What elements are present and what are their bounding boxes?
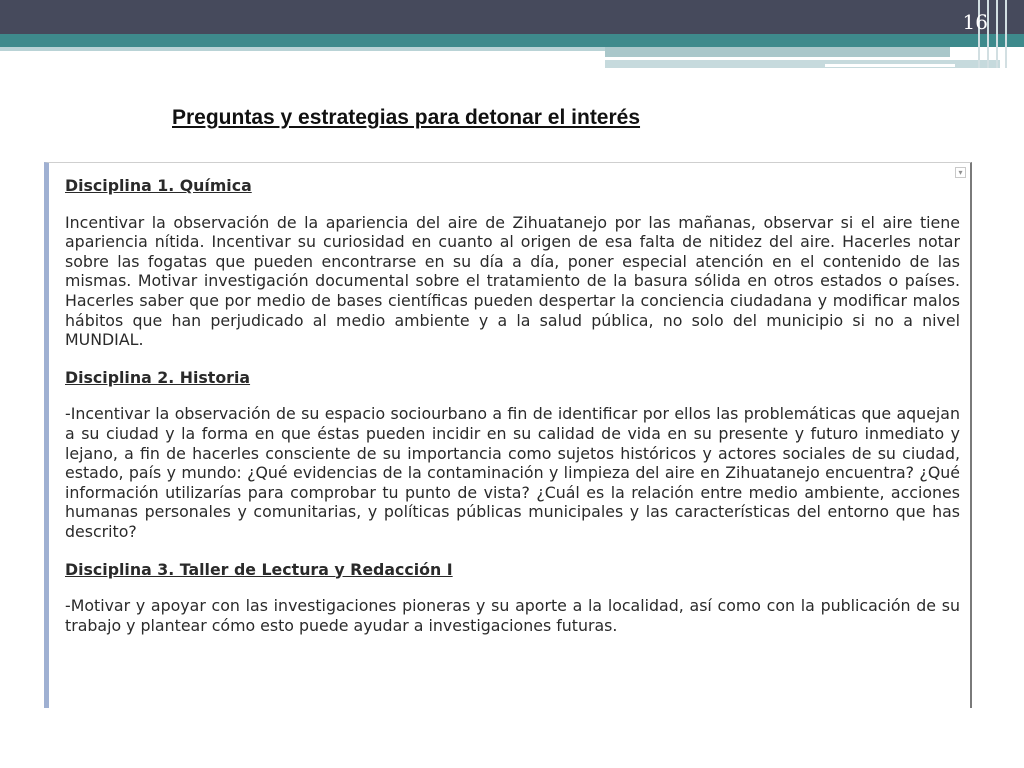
page-number: 16: [962, 10, 988, 34]
section-taller: [65, 560, 960, 636]
header-accent-stripe: [0, 34, 1024, 47]
document-content: [65, 176, 960, 653]
section-heading: Disciplina 2. Historia: [65, 367, 251, 387]
header-decor-bar: [605, 47, 950, 57]
header-accent-light: [0, 47, 605, 51]
section-historia: [65, 368, 960, 542]
section-body: Incentivar la observación de la apariencia del aire de Zihuatanejo por las mañanas, observar si el aire tiene apariencia nítida. Incentivar su curiosidad en cuanto al origen de esa falta de nitidez del aire. Hacerles notar sobre las fogatas que pueden encontrarse en su día a día, poner especial atención en el contenido de las mismas. Motivar investigación documental sobre el tratamiento de la basura sólida en otros estados o países. Hacerles saber que por medio de bases científicas pueden despertar la conciencia ciudadana y modificar malos hábitos que han perjudicado al medio ambiente y a la salud pública, no solo del municipio si no a nivel MUNDIAL.: [65, 212, 960, 350]
section-heading: Disciplina 1. Química: [65, 176, 252, 195]
section-body: -Motivar y apoyar con las investigaciones pioneras y su aporte a la localidad, así como con la publicación de su trabajo y plantear cómo esto puede ayudar a investigaciones futuras.: [65, 596, 960, 635]
section-body: -Incentivar la observación de su espacio sociourbano a fin de identificar por ellos las problemáticas que aquejan a su ciudad y la forma en que éstas pueden incidir en su calidad de vida en su presente y futuro inmediato y lejano, a fin de hacerles consciente de su importancia como sujetos históricos y actores sociales de su ciudad, estado, país y mundo: ¿Qué evidencias de la contaminación y limpieza del aire en Zihuatanejo encuentra? ¿Qué información utilizarías para comprobar tu punto de vista? ¿Cuál es la relación entre medio ambiente, acciones humanas personales y comunitarias, y políticas públicas municipales y las características del entorno que has descrito?: [65, 404, 960, 541]
section-heading: Disciplina 3. Taller de Lectura y Redacción I: [65, 559, 453, 579]
section-quimica: [65, 176, 960, 350]
slide-title: Preguntas y estrategias para detonar el interés: [172, 106, 641, 129]
scroll-down-icon[interactable]: ▾: [955, 167, 966, 178]
header-decor-line: [825, 64, 955, 67]
header-bar: [0, 0, 1024, 34]
embedded-document: [44, 162, 972, 708]
